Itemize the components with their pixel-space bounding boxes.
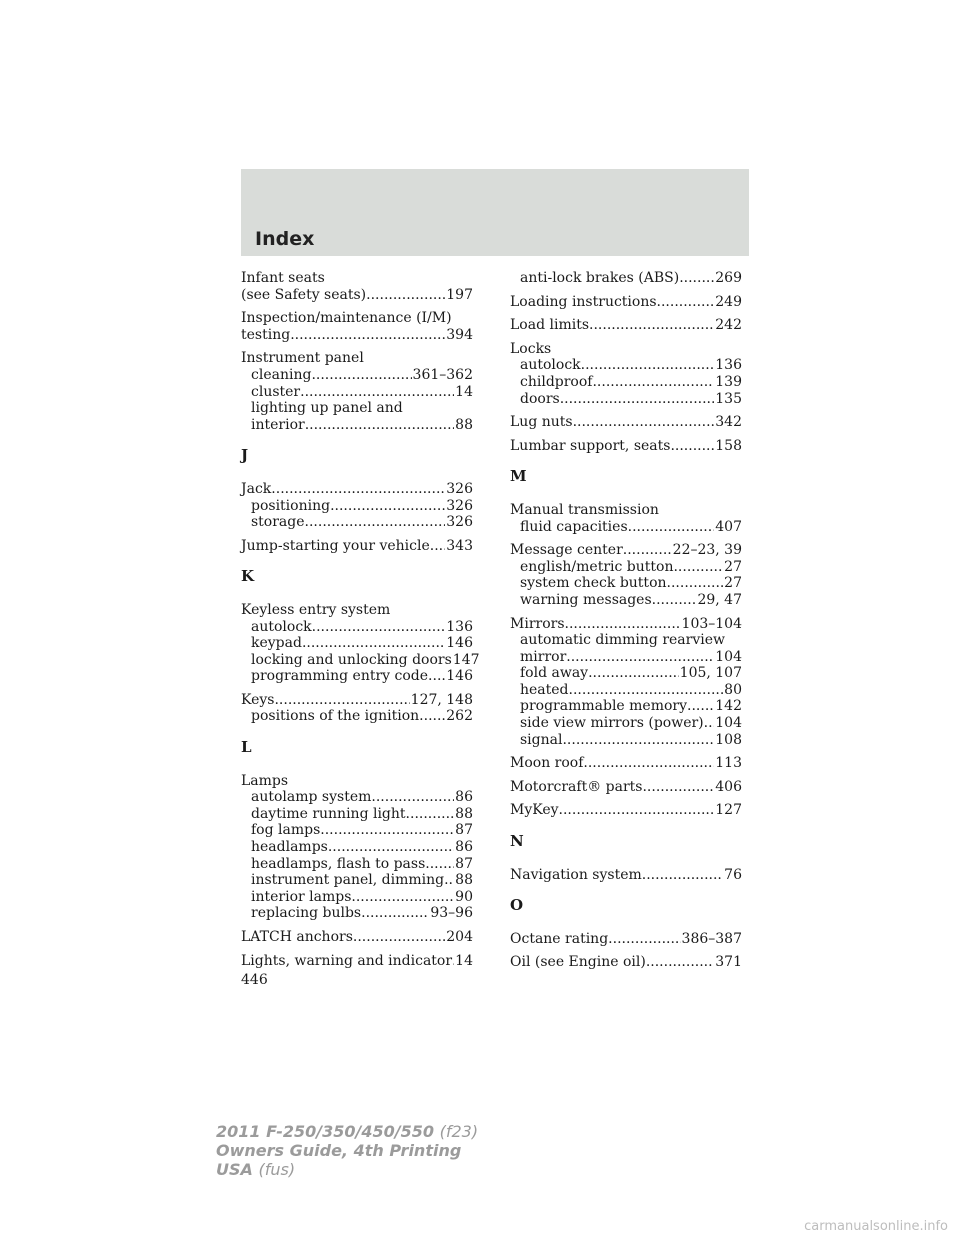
index-page-ref: 249 xyxy=(715,293,742,310)
index-term-text: automatic dimming rearview xyxy=(520,632,726,649)
index-term-text: Oil (see Engine oil) xyxy=(510,954,646,971)
dot-leader xyxy=(592,374,714,391)
index-subentry xyxy=(510,592,742,609)
index-term-text: Load limits xyxy=(510,317,590,334)
index-term xyxy=(510,931,742,948)
index-term xyxy=(510,502,742,519)
index-page-ref: 146 xyxy=(446,668,473,685)
index-subentry xyxy=(241,635,473,652)
index-subentry xyxy=(241,789,473,806)
index-term-text: Mirrors xyxy=(510,615,565,632)
dot-leader xyxy=(406,806,455,823)
index-term xyxy=(241,953,473,970)
index-subentry xyxy=(510,270,742,287)
dot-leader xyxy=(425,856,454,873)
index-term-text: instrument panel, dimming xyxy=(251,872,445,889)
dot-leader xyxy=(361,905,429,922)
index-term-text: fog lamps xyxy=(251,822,321,839)
dot-leader xyxy=(679,270,714,287)
index-subentry xyxy=(510,715,742,732)
index-subentry xyxy=(510,391,742,408)
index-page-ref: 80 xyxy=(724,681,742,698)
dot-leader xyxy=(274,692,409,709)
index-page-ref: 22–23, 39 xyxy=(672,542,742,559)
index-term-text: Manual transmission xyxy=(510,501,659,518)
section-title: Index xyxy=(255,228,315,250)
index-entry xyxy=(510,779,742,796)
dot-leader xyxy=(305,417,454,434)
index-page-ref: 14 xyxy=(455,952,473,969)
index-page-ref: 86 xyxy=(455,789,473,806)
dot-leader xyxy=(419,708,445,725)
index-term xyxy=(241,310,473,327)
footer-line-guide: Owners Guide, 4th Printing xyxy=(216,1141,462,1160)
index-entry xyxy=(241,350,473,433)
index-entry xyxy=(241,773,473,922)
index-term-text: side view mirrors (power) xyxy=(520,715,704,732)
index-term xyxy=(241,929,473,946)
dot-leader xyxy=(328,839,454,856)
index-term-text: fluid capacities xyxy=(520,518,628,535)
index-term xyxy=(510,867,742,884)
index-page-ref: 386–387 xyxy=(681,930,742,947)
index-column-right xyxy=(510,270,742,978)
index-term-text: autolock xyxy=(520,357,581,374)
index-entry xyxy=(510,867,742,884)
index-page-ref: 104 xyxy=(715,715,742,732)
dot-leader xyxy=(566,649,714,666)
index-page-ref: 197 xyxy=(446,286,473,303)
index-term-text: (see Safety seats) xyxy=(241,286,367,303)
index-term xyxy=(241,692,473,709)
index-page-ref: 104 xyxy=(715,648,742,665)
dot-leader xyxy=(305,514,446,531)
watermark: carmanualsonline.info xyxy=(804,1219,948,1234)
index-term-text: Keys xyxy=(241,691,275,708)
dot-leader xyxy=(311,367,411,384)
index-entry xyxy=(510,802,742,819)
index-letter-heading: M xyxy=(510,467,527,486)
index-subentry xyxy=(241,400,473,417)
index-entry xyxy=(241,538,473,555)
index-letter-heading: L xyxy=(241,738,252,757)
index-term xyxy=(510,802,742,819)
index-page-ref: 127 xyxy=(715,802,742,819)
index-entry xyxy=(510,755,742,772)
index-page-ref: 394 xyxy=(446,326,473,343)
index-term xyxy=(510,294,742,311)
footer-line-model xyxy=(216,1122,478,1141)
footer-model-code: (f23) xyxy=(439,1122,479,1141)
index-term-text: interior xyxy=(251,416,305,433)
index-subentry xyxy=(241,668,473,685)
index-term xyxy=(241,481,473,498)
index-page-ref: 87 xyxy=(455,855,473,872)
index-term-text: Lights, warning and indicator xyxy=(241,952,453,969)
index-term xyxy=(241,350,473,367)
index-page-ref: 326 xyxy=(446,497,473,514)
index-term xyxy=(510,438,742,455)
index-term-text: heated xyxy=(520,681,569,698)
dot-leader xyxy=(351,889,454,906)
dot-leader xyxy=(353,929,445,946)
index-term-text: programmable memory xyxy=(520,698,688,715)
index-entry xyxy=(510,341,742,407)
index-page-ref: 27 xyxy=(724,575,742,592)
index-term-text: childproof xyxy=(520,373,593,390)
index-entry xyxy=(510,616,742,749)
index-term-text: Jump-starting your vehicle xyxy=(241,537,430,554)
index-entry xyxy=(510,317,742,334)
index-column-left xyxy=(241,270,480,976)
index-subentry xyxy=(241,889,473,906)
index-page-ref: 135 xyxy=(715,390,742,407)
index-term-text: testing xyxy=(241,326,291,343)
index-page-ref: 136 xyxy=(446,618,473,635)
dot-leader xyxy=(589,317,714,334)
index-subentry xyxy=(241,872,473,889)
index-term-text: anti-lock brakes (ABS) xyxy=(520,270,680,286)
index-entry xyxy=(510,270,742,287)
index-term-text: Keyless entry system xyxy=(241,601,391,618)
dot-leader xyxy=(565,616,681,633)
index-entry xyxy=(241,310,473,343)
index-term-text: Infant seats xyxy=(241,270,325,286)
index-letter-heading: J xyxy=(241,446,249,465)
index-term xyxy=(510,414,742,431)
index-entry xyxy=(510,414,742,431)
index-term-text: lighting up panel and xyxy=(251,400,403,417)
index-subentry xyxy=(510,632,742,649)
index-term xyxy=(241,287,473,304)
index-entry xyxy=(510,954,742,971)
index-term-text: positions of the ignition xyxy=(251,708,420,725)
index-page-ref: 108 xyxy=(715,731,742,748)
index-subentry xyxy=(510,649,742,666)
dot-leader xyxy=(704,715,715,732)
index-term-text: keypad xyxy=(251,635,302,652)
index-subentry xyxy=(510,559,742,576)
index-term-text: Message center xyxy=(510,542,623,559)
dot-leader xyxy=(444,872,454,889)
index-subentry xyxy=(510,374,742,391)
index-page-ref: 86 xyxy=(455,839,473,856)
index-term-text: warning messages xyxy=(520,591,652,608)
index-entry xyxy=(510,294,742,311)
index-term-text: autolamp system xyxy=(251,789,372,806)
dot-leader xyxy=(562,732,714,749)
index-page-ref: 326 xyxy=(446,480,473,497)
index-subentry xyxy=(510,698,742,715)
index-page-ref: 113 xyxy=(715,755,742,772)
index-term-text: Jack xyxy=(241,480,272,497)
index-page-ref: 147 xyxy=(452,651,480,668)
index-page-ref: 136 xyxy=(715,357,742,374)
index-entry xyxy=(510,931,742,948)
index-term-text: Lamps xyxy=(241,772,289,789)
index-subentry xyxy=(241,619,473,636)
dot-leader xyxy=(320,822,454,839)
index-page-ref: 93–96 xyxy=(430,905,473,922)
index-term xyxy=(510,779,742,796)
index-subentry xyxy=(241,498,473,515)
index-page-ref: 103–104 xyxy=(681,615,742,632)
index-term-text: english/metric button xyxy=(520,558,674,575)
index-term-text: cluster xyxy=(251,383,301,400)
index-page-ref: 88 xyxy=(455,872,473,889)
dot-leader xyxy=(581,357,715,374)
index-entry xyxy=(241,953,473,970)
index-term-text: doors xyxy=(520,390,560,407)
index-entry xyxy=(241,601,480,685)
index-term-text: headlamps, flash to pass xyxy=(251,855,426,872)
index-page-ref: 204 xyxy=(446,929,473,945)
index-term xyxy=(241,773,473,790)
index-term-text: daytime running light xyxy=(251,805,406,822)
index-term-text: Lug nuts xyxy=(510,414,573,431)
dot-leader xyxy=(623,542,672,559)
dot-leader xyxy=(428,668,445,685)
dot-leader xyxy=(302,635,445,652)
dot-leader xyxy=(588,665,679,682)
index-term xyxy=(510,755,742,772)
index-term-text: signal xyxy=(520,731,563,748)
dot-leader xyxy=(646,954,714,971)
index-subentry xyxy=(241,905,473,922)
index-page-ref: 14 xyxy=(455,383,473,400)
index-page-ref: 142 xyxy=(715,698,742,715)
index-subentry xyxy=(510,665,742,682)
dot-leader xyxy=(430,538,445,555)
index-subentry xyxy=(510,682,742,699)
index-term-text: system check button xyxy=(520,575,667,592)
dot-leader xyxy=(667,575,724,592)
index-page-ref: 139 xyxy=(715,373,742,390)
index-term xyxy=(510,341,742,358)
dot-leader xyxy=(687,698,714,715)
index-page-ref: 242 xyxy=(715,317,742,334)
index-page-ref: 88 xyxy=(455,416,473,433)
dot-leader xyxy=(300,384,454,401)
index-term-text: autolock xyxy=(251,618,312,635)
index-term-text: Locks xyxy=(510,340,552,357)
index-term xyxy=(510,616,742,633)
index-page-ref: 88 xyxy=(455,805,473,822)
index-term-text: Instrument panel xyxy=(241,350,364,367)
index-page-ref: 158 xyxy=(715,437,742,454)
dot-leader xyxy=(657,294,715,311)
dot-leader xyxy=(628,519,715,536)
index-subentry xyxy=(510,732,742,749)
index-page-ref: 127, 148 xyxy=(410,691,473,708)
index-term-text: MyKey xyxy=(510,802,559,819)
index-term-text: headlamps xyxy=(251,839,328,856)
index-term-text: Inspection/maintenance (I/M) xyxy=(241,310,452,327)
index-letter-heading: O xyxy=(510,896,524,915)
index-term-text: Lumbar support, seats xyxy=(510,437,671,454)
index-term-text: locking and unlocking doors xyxy=(251,651,452,668)
index-subentry xyxy=(241,806,473,823)
index-term-text: positioning xyxy=(251,497,331,514)
dot-leader xyxy=(559,802,715,819)
index-page-ref: 406 xyxy=(715,778,742,795)
index-page-ref: 343 xyxy=(446,537,473,554)
index-term xyxy=(510,317,742,334)
index-term xyxy=(241,270,473,287)
index-term-text: Navigation system xyxy=(510,866,642,883)
index-page-ref: 27 xyxy=(724,558,742,575)
index-entry xyxy=(510,438,742,455)
index-subentry xyxy=(510,575,742,592)
index-term xyxy=(510,954,742,971)
index-term-text: storage xyxy=(251,514,305,531)
footer-line-market xyxy=(216,1160,478,1179)
index-entry xyxy=(241,692,473,725)
index-subentry xyxy=(241,651,480,669)
index-term-text: Motorcraft® parts xyxy=(510,778,643,795)
index-term-text: Moon roof xyxy=(510,755,584,772)
index-page-ref: 371 xyxy=(715,954,742,971)
dot-leader xyxy=(642,779,714,796)
index-subentry xyxy=(241,856,473,873)
index-page-ref: 269 xyxy=(715,270,742,286)
index-term-text: cleaning xyxy=(251,366,312,383)
index-term-text: Loading instructions xyxy=(510,293,657,310)
index-subentry xyxy=(241,708,473,725)
dot-leader xyxy=(673,559,723,576)
footer-model: 2011 F-250/350/450/550 xyxy=(216,1122,434,1141)
index-subentry xyxy=(241,384,473,401)
index-term xyxy=(241,602,473,619)
index-entry xyxy=(241,270,473,303)
dot-leader xyxy=(608,931,680,948)
dot-leader xyxy=(371,789,454,806)
dot-leader xyxy=(366,287,445,304)
index-term-text: fold away xyxy=(520,665,589,682)
dot-leader xyxy=(573,414,715,431)
dot-leader xyxy=(312,619,446,636)
index-subentry xyxy=(241,839,473,856)
page-number: 446 xyxy=(241,972,268,988)
index-term xyxy=(510,542,742,559)
dot-leader xyxy=(290,327,445,344)
index-term-text: LATCH anchors xyxy=(241,929,353,945)
footer-market-code: (fus) xyxy=(258,1160,296,1179)
dot-leader xyxy=(652,592,697,609)
index-letter-heading: N xyxy=(510,832,524,851)
index-subentry xyxy=(510,357,742,374)
document-footer xyxy=(216,1122,478,1179)
index-page-ref: 361–362 xyxy=(412,366,473,383)
index-page-ref: 407 xyxy=(715,518,742,535)
index-entry xyxy=(510,502,742,535)
index-term-text: replacing bulbs xyxy=(251,905,362,922)
index-entry xyxy=(241,481,473,531)
index-subentry xyxy=(241,367,473,384)
section-header xyxy=(241,169,749,256)
index-term-text: interior lamps xyxy=(251,888,352,905)
index-page-ref: 146 xyxy=(446,635,473,652)
index-page-ref: 326 xyxy=(446,514,473,531)
index-entry xyxy=(510,542,742,608)
index-subentry xyxy=(241,514,473,531)
index-term-text: programming entry code xyxy=(251,668,429,685)
index-page-ref: 87 xyxy=(455,822,473,839)
footer-market: USA xyxy=(216,1160,253,1179)
index-entry xyxy=(241,929,473,946)
index-subentry xyxy=(510,519,742,536)
index-page-ref: 76 xyxy=(724,866,742,883)
dot-leader xyxy=(670,438,714,455)
dot-leader xyxy=(642,867,723,884)
dot-leader xyxy=(569,682,724,699)
index-subentry xyxy=(241,417,473,434)
dot-leader xyxy=(271,481,445,498)
index-page-ref: 342 xyxy=(715,414,742,431)
index-page-ref: 105, 107 xyxy=(679,665,742,682)
index-term xyxy=(241,538,473,555)
index-letter-heading: K xyxy=(241,567,255,586)
dot-leader xyxy=(330,498,445,515)
index-term xyxy=(241,327,473,344)
dot-leader xyxy=(583,755,714,772)
index-page-ref: 90 xyxy=(455,888,473,905)
dot-leader xyxy=(560,391,715,408)
index-page-ref: 262 xyxy=(446,708,473,725)
index-subentry xyxy=(241,822,473,839)
index-term-text: Octane rating xyxy=(510,930,609,947)
index-term-text: mirror xyxy=(520,648,567,665)
index-page-ref: 29, 47 xyxy=(697,591,742,608)
